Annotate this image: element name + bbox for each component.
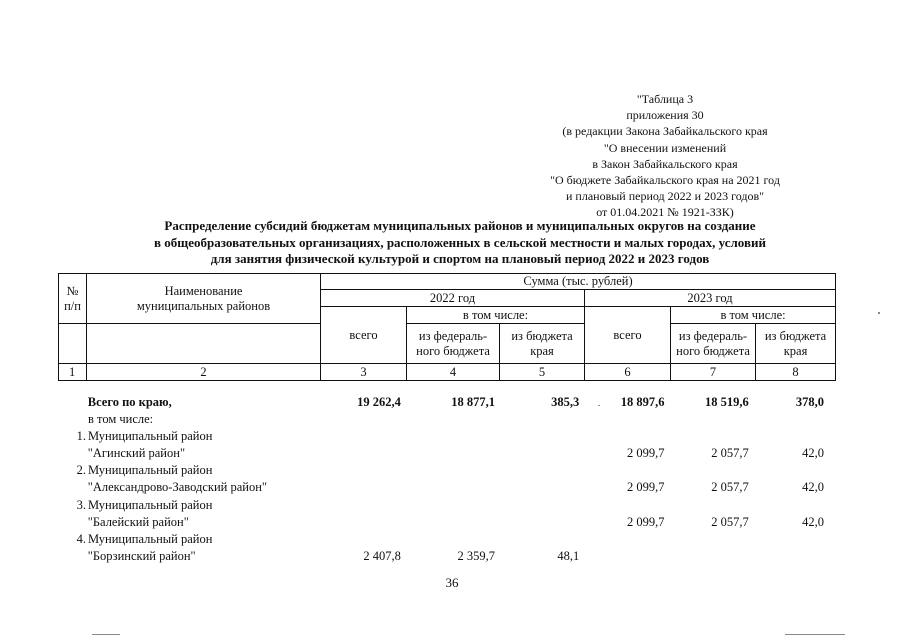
district-2022-all: 2 407,8 xyxy=(363,548,401,563)
col-number-4: 4 xyxy=(407,364,500,381)
col-header-name: Наименование муниципальных районов xyxy=(87,274,321,324)
table-row xyxy=(58,479,828,496)
district-2023-federal: 2 057,7 xyxy=(711,446,749,461)
appendix-header xyxy=(520,91,810,221)
title-line: Распределение субсидий бюджетам муниципальных районов и муниципальных округов на создание xyxy=(164,218,756,233)
col-header-2022-federal: из федераль- ного бюджета xyxy=(407,324,500,364)
subsidy-table-header xyxy=(58,273,836,381)
col-number-1: 1 xyxy=(59,364,87,381)
scan-artifact xyxy=(878,312,880,314)
table-row-total xyxy=(58,394,828,411)
header-line: "Таблица 3 xyxy=(636,92,694,106)
district-2023-all: 2 099,7 xyxy=(626,480,665,495)
col-header-2023-federal: из федераль- ного бюджета xyxy=(671,324,756,364)
table-row xyxy=(58,445,828,462)
district-name-line1: Муниципальный район xyxy=(88,463,213,478)
district-name-line2: "Борзинский район" xyxy=(87,548,196,563)
header-line: (в редакции Закона Забайкальского края xyxy=(562,124,768,139)
col-header-year-2022: 2022 год xyxy=(321,290,585,307)
district-2022-all xyxy=(318,445,403,462)
col-header-year-2023: 2023 год xyxy=(585,290,836,307)
district-2023-federal xyxy=(664,548,748,565)
col-number-6: 6 xyxy=(585,364,671,381)
table-row xyxy=(58,497,828,514)
district-2022-federal xyxy=(403,514,495,531)
district-2022-regional xyxy=(495,514,579,531)
table-row xyxy=(58,428,828,445)
district-name-line1: Муниципальный район xyxy=(88,497,213,512)
total-2023-federal: 18 519,6 xyxy=(704,395,749,409)
district-name-line1: Муниципальный район xyxy=(88,429,213,444)
incl-label: в том числе: xyxy=(88,412,154,427)
header-line: приложения 30 xyxy=(626,108,704,123)
total-2022-all: 19 262,4 xyxy=(357,395,401,409)
title-line: для занятия физической культурой и спортом на плановый период 2022 и 2023 годов xyxy=(210,251,710,266)
district-2022-regional xyxy=(495,445,579,462)
district-2022-all xyxy=(318,514,403,531)
header-line: и плановый период 2022 и 2023 годов" xyxy=(565,189,765,204)
col-number-5: 5 xyxy=(500,364,585,381)
table-row xyxy=(58,462,828,479)
district-2022-federal xyxy=(403,445,495,462)
scan-artifact xyxy=(598,405,600,406)
header-line: "О бюджете Забайкальского края на 2021 год xyxy=(550,173,780,188)
subsidy-table-body xyxy=(58,394,828,565)
district-num: 1. xyxy=(76,429,86,444)
district-2023-federal: 2 057,7 xyxy=(711,514,749,529)
district-name-line2: "Балейский район" xyxy=(87,514,189,529)
table-row xyxy=(58,514,828,531)
district-2023-federal: 2 057,7 xyxy=(711,480,749,495)
district-2022-federal xyxy=(403,479,495,496)
document-title xyxy=(60,218,860,268)
district-num: 3. xyxy=(76,497,86,512)
total-label: Всего по краю, xyxy=(87,395,172,409)
col-header-2022-total: всего xyxy=(321,307,407,364)
district-2022-federal: 2 359,7 xyxy=(457,548,496,563)
total-2022-regional: 385,3 xyxy=(551,395,580,409)
total-2023-regional: 378,0 xyxy=(795,395,824,409)
district-2023-regional: 42,0 xyxy=(802,514,824,529)
page-number: 36 xyxy=(445,575,459,590)
district-name-line2: "Александрово-Заводский район" xyxy=(87,480,267,495)
total-2023-all: 18 897,6 xyxy=(620,395,665,409)
col-header-num: № п/п xyxy=(59,274,87,324)
col-header-sum: Сумма (тыс. рублей) xyxy=(321,274,836,290)
district-2023-regional: 42,0 xyxy=(802,446,824,461)
header-line: "О внесении изменений xyxy=(603,140,727,155)
district-num: 2. xyxy=(76,463,86,478)
col-header-2023-regional: из бюджета края xyxy=(756,324,836,364)
total-2022-federal: 18 877,1 xyxy=(451,395,496,409)
district-name-line2: "Агинский район" xyxy=(87,446,186,461)
title-line: в общеобразовательных организациях, расположенных в сельской местности и малых городах, условий xyxy=(154,234,766,250)
table-row-incl xyxy=(58,411,828,428)
district-2022-regional xyxy=(495,479,579,496)
col-header-2023-incl: в том числе: xyxy=(671,307,836,324)
col-header-2022-regional: из бюджета края xyxy=(500,324,585,364)
col-header-2022-incl: в том числе: xyxy=(407,307,585,324)
scan-artifact xyxy=(785,634,845,635)
district-2023-all: 2 099,7 xyxy=(626,446,665,461)
district-2023-regional xyxy=(749,548,828,565)
header-line: в Закон Забайкальского края xyxy=(592,156,738,171)
col-header-2023-total: всего xyxy=(585,307,671,364)
table-row xyxy=(58,548,828,565)
district-num: 4. xyxy=(76,531,86,546)
table-row xyxy=(58,531,828,548)
scan-artifact xyxy=(92,634,120,635)
district-2023-regional: 42,0 xyxy=(802,480,824,495)
col-number-7: 7 xyxy=(671,364,756,381)
col-number-2: 2 xyxy=(87,364,321,381)
col-number-8: 8 xyxy=(756,364,836,381)
district-name-line1: Муниципальный район xyxy=(88,531,213,546)
district-2022-regional: 48,1 xyxy=(557,548,580,563)
district-2023-all xyxy=(579,548,664,565)
header-line: от 01.04.2021 № 1921-ЗЗК) xyxy=(596,205,734,220)
col-number-3: 3 xyxy=(321,364,407,381)
district-2022-all xyxy=(318,479,403,496)
district-2023-all: 2 099,7 xyxy=(626,514,665,529)
